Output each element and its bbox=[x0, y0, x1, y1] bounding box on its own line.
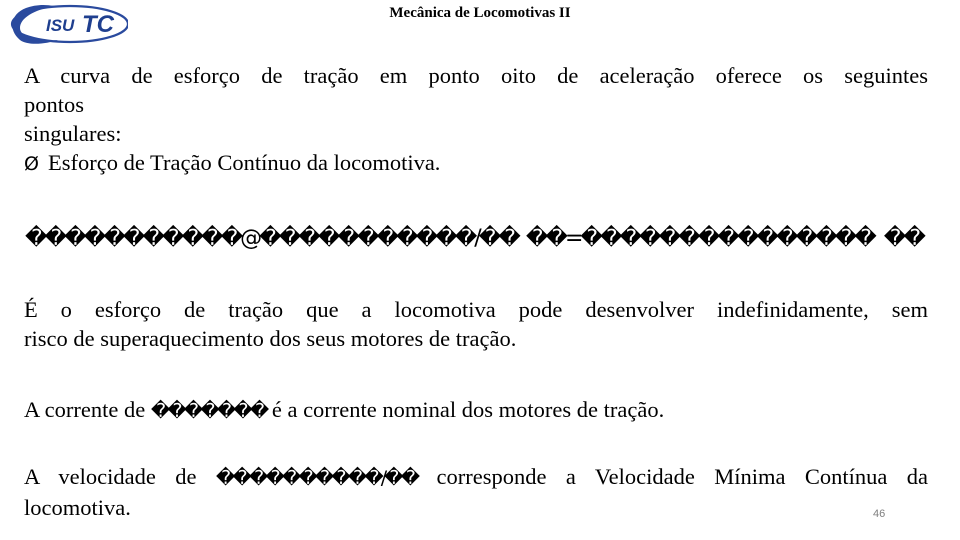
current-glyphs: ������� bbox=[150, 400, 267, 422]
intro-line-3: singulares: bbox=[24, 121, 122, 146]
velocity-line-1 bbox=[24, 462, 928, 493]
definition-line-1: É o esforço de tração que a locomotiva pode desenvolver indefinidamente, sem bbox=[24, 297, 928, 322]
formula-part-1: �����������@�����������/�� bbox=[25, 226, 518, 251]
logo-text-isu: ISU bbox=[46, 16, 75, 35]
bullet-text: Esforço de Tração Contínuo da locomotiva. bbox=[48, 150, 441, 175]
velocity-suffix: corresponde a Velocidade Mínima Contínua da bbox=[436, 464, 928, 489]
formula-part-2: ��=��������������� bbox=[525, 226, 874, 251]
formula-part-3: �� bbox=[883, 226, 923, 251]
velocity-prefix: A velocidade de bbox=[24, 464, 197, 489]
current-suffix: é a corrente nominal dos motores de tração. bbox=[271, 397, 665, 422]
definition-paragraph bbox=[24, 295, 928, 353]
intro-line-1: A curva de esforço de tração em ponto oito de aceleração oferece os seguintes bbox=[24, 63, 928, 88]
formula-line bbox=[25, 226, 923, 251]
current-paragraph bbox=[24, 395, 928, 426]
current-prefix: A corrente de bbox=[24, 397, 146, 422]
intro-line-2: pontos bbox=[24, 92, 85, 117]
velocity-paragraph bbox=[24, 462, 928, 522]
logo-text-tc: TC bbox=[82, 11, 114, 38]
page-number: 46 bbox=[873, 508, 886, 520]
velocity-line-2: locomotiva. bbox=[24, 495, 131, 520]
definition-line-2: risco de superaquecimento dos seus motores de tração. bbox=[24, 326, 517, 351]
bullet-item bbox=[24, 148, 928, 179]
page-header-title: Mecânica de Locomotivas II bbox=[389, 5, 571, 21]
arrow-bullet-icon: Ø bbox=[24, 153, 39, 175]
intro-paragraph bbox=[24, 61, 928, 179]
velocity-glyphs: ����������/�� bbox=[215, 467, 418, 489]
